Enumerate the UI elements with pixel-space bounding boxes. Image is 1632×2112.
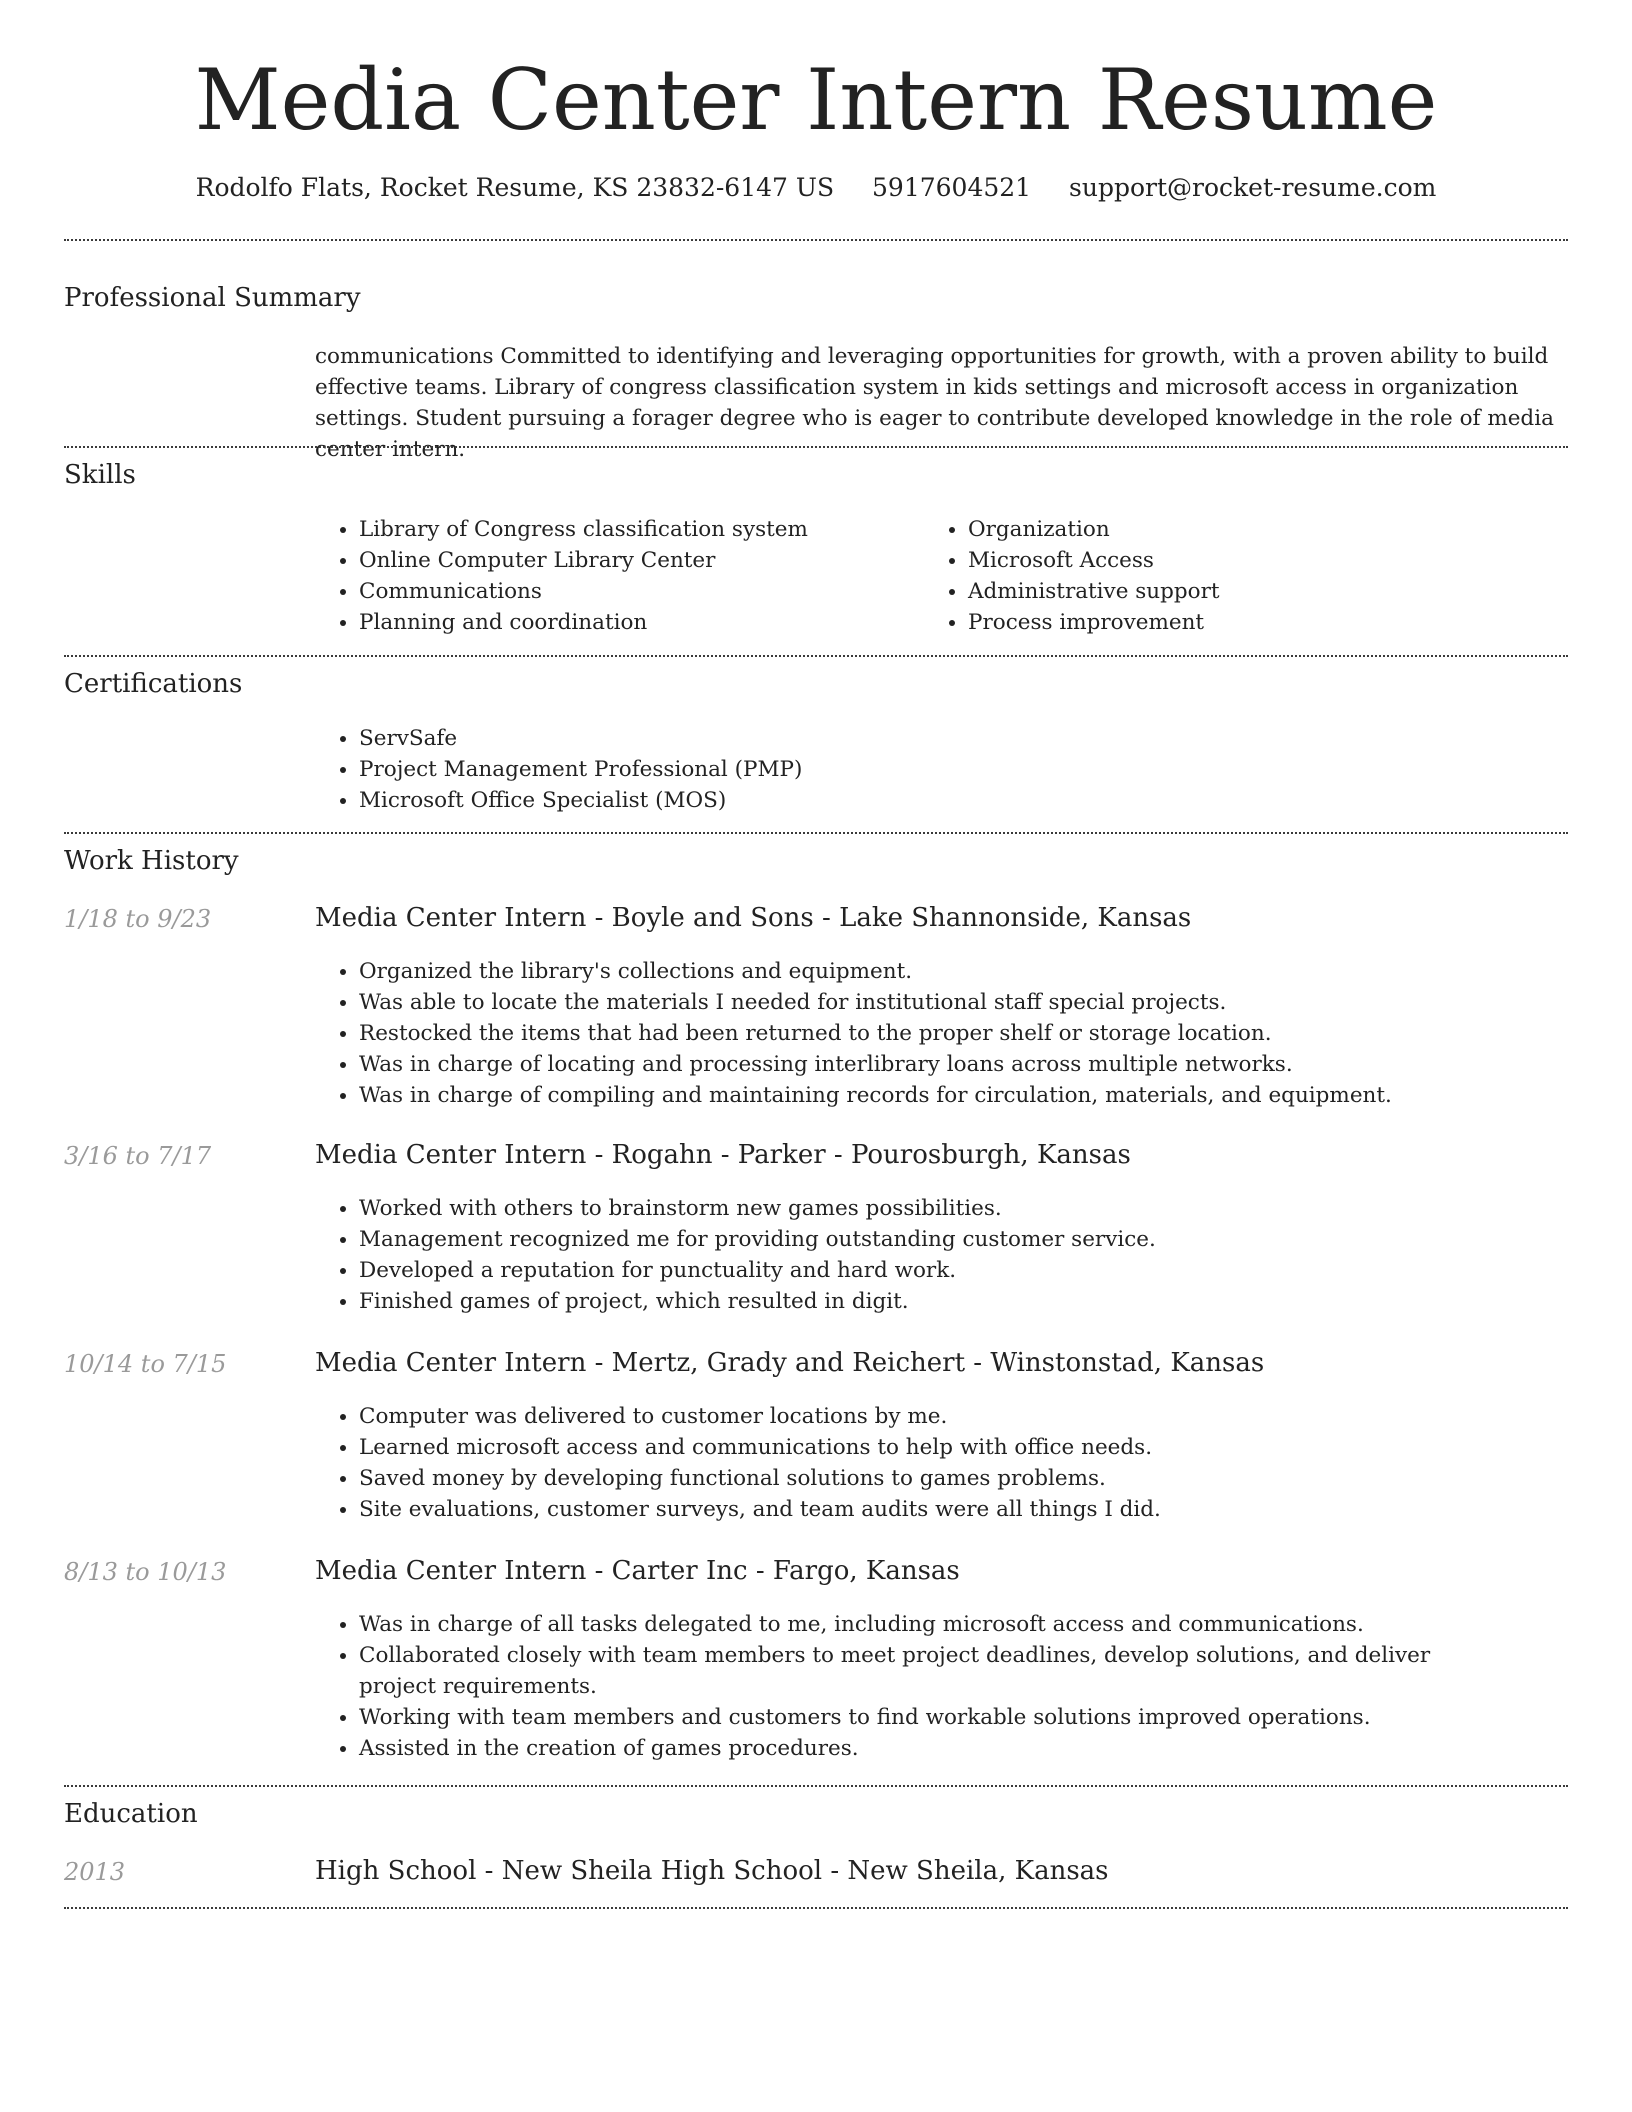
job-bullet: • Restocked the items that had been returned to the proper shelf or storage location. (359, 1018, 1569, 1049)
job-bullet: • Site evaluations, customer surveys, and team audits were all things I did. (359, 1494, 1569, 1525)
resume-title: Media Center Intern Resume (194, 51, 1438, 149)
job-bullet: • Organized the library's collections and equipment. (359, 956, 1569, 987)
job-bullet: • Computer was delivered to customer locations by me. (359, 1401, 1569, 1432)
contact-email: support@rocket-resume.com (1069, 173, 1437, 202)
skill-item: • Process improvement (968, 607, 1528, 638)
certifications-heading: Certifications (64, 669, 243, 699)
job-dates: 10/14 to 7/15 (64, 1350, 227, 1378)
skill-item: • Microsoft Access (968, 545, 1528, 576)
certification-item: • ServSafe (359, 723, 1559, 754)
job-bullet: • Worked with others to brainstorm new games possibilities. (359, 1193, 1569, 1224)
job-dates: 1/18 to 9/23 (64, 905, 212, 933)
job-bullets (315, 1609, 1489, 1764)
job-dates: 3/16 to 7/17 (64, 1142, 212, 1170)
education-entry: High School - New Sheila High School - New Sheila, Kansas (315, 1856, 1109, 1886)
job-bullet: • Saved money by developing functional solutions to games problems. (359, 1463, 1569, 1494)
section-divider (64, 832, 1568, 834)
job-bullet: • Collaborated closely with team members to meet project deadlines, develop solutions, and deliver project requirements. (359, 1640, 1489, 1702)
education-heading: Education (64, 1799, 198, 1829)
job-title: Media Center Intern - Carter Inc - Fargo, Kansas (315, 1556, 960, 1586)
skill-item: • Planning and coordination (359, 607, 919, 638)
skill-item: • Organization (968, 514, 1528, 545)
contact-line (0, 170, 1632, 206)
summary-text: communications Committed to identifying and leveraging opportunities for growth, with a proven ability to build effective teams. Library of congress classification system in kids settings and microsoft access in organization settings. Student pursuing a forager degree who is eager to contribute developed knowledge in the role of media center intern. (315, 344, 1554, 462)
job-bullet: • Assisted in the creation of games procedures. (359, 1733, 1489, 1764)
skill-item: • Library of Congress classification system (359, 514, 919, 545)
job-bullet: • Developed a reputation for punctuality and hard work. (359, 1255, 1569, 1286)
skills-list-left (315, 514, 919, 638)
section-divider (64, 239, 1568, 241)
job-dates: 8/13 to 10/13 (64, 1558, 227, 1586)
job-bullet: • Was in charge of compiling and maintaining records for circulation, materials, and equipment. (359, 1080, 1569, 1111)
job-title: Media Center Intern - Rogahn - Parker - Pourosburgh, Kansas (315, 1140, 1131, 1170)
section-divider (64, 1907, 1568, 1909)
section-divider (64, 655, 1568, 657)
job-bullet: • Management recognized me for providing outstanding customer service. (359, 1224, 1569, 1255)
certifications-list (315, 723, 1559, 816)
work-history-heading: Work History (64, 846, 239, 876)
section-divider (64, 1785, 1568, 1787)
skill-item: • Communications (359, 576, 919, 607)
job-title: Media Center Intern - Mertz, Grady and Reichert - Winstonstad, Kansas (315, 1348, 1265, 1378)
certification-item: • Project Management Professional (PMP) (359, 754, 1559, 785)
job-bullet: • Learned microsoft access and communications to help with office needs. (359, 1432, 1569, 1463)
job-bullet: • Was in charge of all tasks delegated to me, including microsoft access and communications. (359, 1609, 1489, 1640)
skills-heading: Skills (64, 460, 136, 490)
job-bullets (315, 1193, 1569, 1317)
skill-item: • Online Computer Library Center (359, 545, 919, 576)
job-bullet: • Was in charge of locating and processing interlibrary loans across multiple networks. (359, 1049, 1569, 1080)
certification-item: • Microsoft Office Specialist (MOS) (359, 785, 1559, 816)
job-bullets (315, 956, 1569, 1111)
education-year: 2013 (64, 1858, 126, 1886)
job-title: Media Center Intern - Boyle and Sons - Lake Shannonside, Kansas (315, 903, 1192, 933)
job-bullet: • Working with team members and customers to find workable solutions improved operations. (359, 1702, 1489, 1733)
skill-item: • Administrative support (968, 576, 1528, 607)
job-bullets (315, 1401, 1569, 1525)
contact-phone: 5917604521 (872, 173, 1032, 202)
job-bullet: • Was able to locate the materials I needed for institutional staff special projects. (359, 987, 1569, 1018)
job-bullet: • Finished games of project, which resulted in digit. (359, 1286, 1569, 1317)
contact-address: Rodolfo Flats, Rocket Resume, KS 23832-6147 US (195, 173, 835, 202)
skills-list-right (924, 514, 1528, 638)
summary-heading: Professional Summary (64, 283, 361, 313)
section-divider (64, 446, 1568, 448)
